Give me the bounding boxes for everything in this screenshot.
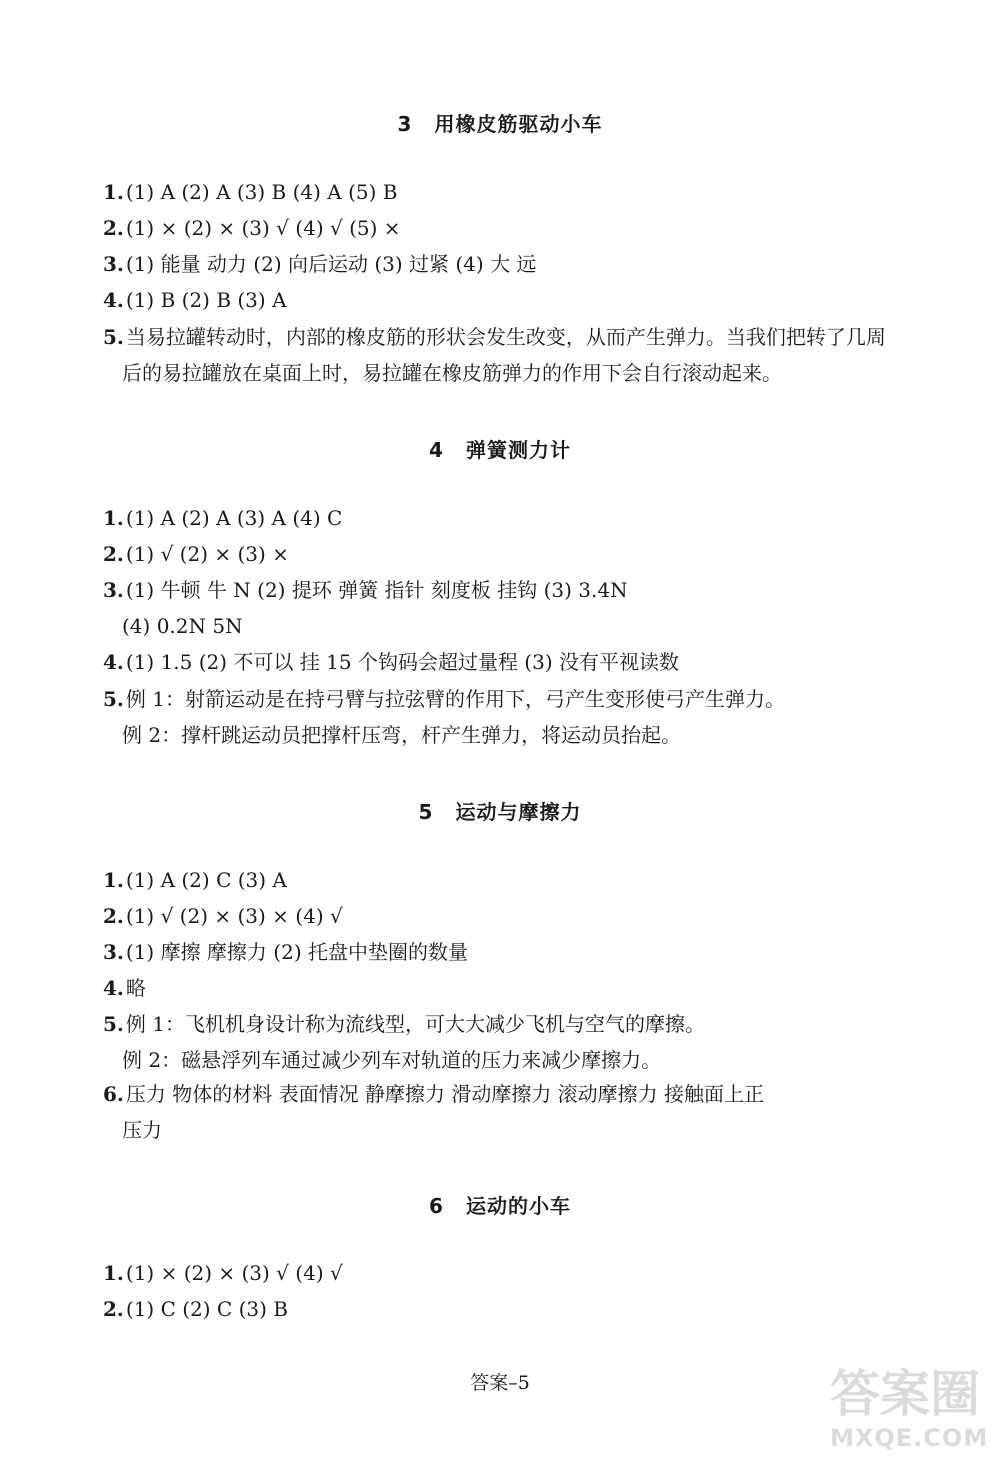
section-heading: 3 用橡皮筋驱动小车 <box>397 112 603 136</box>
answer-line: 4. (1) B (2) B (3) A <box>103 288 287 312</box>
page-number: 答案–5 <box>470 1372 530 1394</box>
answer-line: 5. 例 1：飞机机身设计称为流线型，可大大减少飞机与空气的摩擦。 <box>103 1012 705 1036</box>
answer-line-continued: 例 2：撑杆跳运动员把撑杆压弯，杆产生弹力，将运动员抬起。 <box>122 723 682 747</box>
answer-line: 4. 略 <box>103 976 146 1000</box>
section-heading: 4 弹簧测力计 <box>429 438 571 462</box>
answer-line: 5. 当易拉罐转动时，内部的橡皮筋的形状会发生改变，从而产生弹力。当我们把转了几周 <box>103 325 886 349</box>
answer-line-continued: 例 2：磁悬浮列车通过减少列车对轨道的压力来减少摩擦力。 <box>122 1048 662 1072</box>
answer-line: 2. (1) C (2) C (3) B <box>103 1297 288 1321</box>
answer-line: 2. (1) √ (2) × (3) × <box>103 542 289 566</box>
section-heading: 6 运动的小车 <box>429 1194 571 1218</box>
answer-line: 5. 例 1：射箭运动是在持弓臂与拉弦臂的作用下，弓产生变形使弓产生弹力。 <box>103 687 785 711</box>
answer-line-continued: 压力 <box>122 1118 162 1142</box>
answer-line: 3. (1) 能量 动力 (2) 向后运动 (3) 过紧 (4) 大 远 <box>103 252 537 276</box>
answer-line: 2. (1) √ (2) × (3) × (4) √ <box>103 904 343 928</box>
answer-line: 6. 压力 物体的材料 表面情况 静摩擦力 滑动摩擦力 滚动摩擦力 接触面上正 <box>103 1082 765 1106</box>
answer-line: 3. (1) 牛顿 牛 N (2) 提环 弹簧 指针 刻度板 挂钩 (3) 3.4N <box>103 578 628 602</box>
section-heading: 5 运动与摩擦力 <box>418 800 582 824</box>
answer-line: 4. (1) 1.5 (2) 不可以 挂 15 个钩码会超过量程 (3) 没有平视读数 <box>103 650 679 674</box>
answer-line-continued: 后的易拉罐放在桌面上时，易拉罐在橡皮筋弹力的作用下会自行滚动起来。 <box>122 361 782 385</box>
answer-line: 1. (1) A (2) C (3) A <box>103 868 287 892</box>
watermark-logo: 答案圈 MXQE.COM <box>830 1365 989 1452</box>
answer-line: 2. (1) × (2) × (3) √ (4) √ (5) × <box>103 216 401 240</box>
answer-line-continued: (4) 0.2N 5N <box>122 614 243 638</box>
answer-line: 1. (1) A (2) A (3) A (4) C <box>103 506 343 530</box>
answer-line: 3. (1) 摩擦 摩擦力 (2) 托盘中垫圈的数量 <box>103 940 468 964</box>
answer-line: 1. (1) × (2) × (3) √ (4) √ <box>103 1261 343 1285</box>
answer-line: 1. (1) A (2) A (3) B (4) A (5) B <box>103 180 398 204</box>
